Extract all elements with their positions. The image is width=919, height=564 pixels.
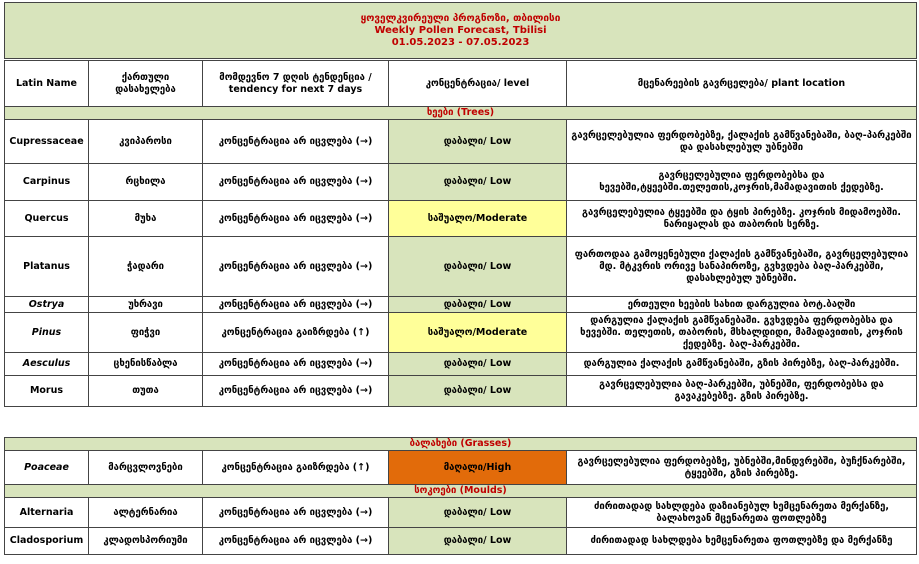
section-moulds: სოკოები (Moulds) bbox=[5, 485, 917, 498]
level-cell: დაბალი/ Low bbox=[389, 353, 567, 376]
title-english: Weekly Pollen Forecast, Tbilisi bbox=[374, 24, 547, 36]
latin-name-cell: Carpinus bbox=[5, 164, 89, 201]
location-cell: ფართოდაა გამოყენებული ქალაქის გამწვანებაში, გავრცელებულია მდ. მტკვრის ორივე სანაპიროზე, გვხვდება ბაღ-პარკებში, დასახლებულ უბნებში. bbox=[567, 237, 917, 297]
georgian-name-cell: ცხენისწაბლა bbox=[89, 353, 203, 376]
tendency-text: კონცენტრაცია არ იცვლება bbox=[218, 212, 353, 224]
georgian-name-cell: უხრავი bbox=[89, 297, 203, 313]
table-row bbox=[5, 237, 917, 297]
tendency-arrow-icon: (↑) bbox=[352, 461, 370, 473]
table-row bbox=[5, 528, 917, 555]
section-grasses: ბალახები (Grasses) bbox=[5, 438, 917, 451]
georgian-name-cell: ჭადარი bbox=[89, 237, 203, 297]
col-level: კონცენტრაცია/ level bbox=[389, 61, 567, 107]
table-row bbox=[5, 164, 917, 201]
latin-name-cell: Poaceae bbox=[5, 451, 89, 485]
tendency-arrow-icon: (→) bbox=[355, 298, 373, 310]
tendency-text: კონცენტრაცია არ იცვლება bbox=[218, 298, 353, 310]
tendency-text: კონცენტრაცია არ იცვლება bbox=[218, 385, 353, 396]
tendency-cell bbox=[203, 313, 389, 353]
trees-table bbox=[4, 60, 917, 407]
level-cell: საშუალო/Moderate bbox=[389, 201, 567, 237]
georgian-name-cell: მარცვლოვნები bbox=[89, 451, 203, 485]
location-cell: ერთეული ხეების სახით დარგულია ბოტ.ბაღში bbox=[567, 297, 917, 313]
tendency-cell bbox=[203, 353, 389, 376]
tendency-arrow-icon: (↑) bbox=[352, 326, 370, 338]
table-row bbox=[5, 120, 917, 164]
tendency-cell bbox=[203, 201, 389, 237]
georgian-name-cell: ალტერნარია bbox=[89, 498, 203, 528]
tendency-text: კონცენტრაცია გაიზრდება bbox=[221, 461, 350, 473]
latin-name-cell: Quercus bbox=[5, 201, 89, 237]
tendency-cell bbox=[203, 498, 389, 528]
level-cell: დაბალი/ Low bbox=[389, 376, 567, 407]
tendency-cell bbox=[203, 164, 389, 201]
tendency-text: კონცენტრაცია არ იცვლება bbox=[218, 260, 353, 272]
grasses-moulds-table bbox=[4, 437, 917, 555]
title-block bbox=[5, 3, 917, 59]
level-cell: დაბალი/ Low bbox=[389, 297, 567, 313]
table-row bbox=[5, 498, 917, 528]
level-cell: დაბალი/ Low bbox=[389, 120, 567, 164]
tendency-arrow-icon: (→) bbox=[355, 176, 373, 187]
location-cell: გავრცელებულია ფერდობებზე, უბნებში,მინდვრებში, ბუჩქნარებში, ტყეებში, გზის პირებზე. bbox=[567, 451, 917, 485]
tendency-text: კონცენტრაცია არ იცვლება bbox=[218, 506, 353, 518]
tendency-arrow-icon: (→) bbox=[355, 135, 373, 147]
location-cell: გავრცელებულია ტყეებში და ტყის პირებზე. კოჯრის მიდამოებში. ნარიყალას და თაბორის სერზე. bbox=[567, 201, 917, 237]
table-row bbox=[5, 376, 917, 407]
georgian-name-cell: კლადოსპორიუმი bbox=[89, 528, 203, 555]
tendency-arrow-icon: (→) bbox=[355, 358, 373, 369]
tendency-arrow-icon: (→) bbox=[355, 506, 373, 518]
latin-name-cell: Morus bbox=[5, 376, 89, 407]
georgian-name-cell: კვიპაროსი bbox=[89, 120, 203, 164]
level-cell: დაბალი/ Low bbox=[389, 237, 567, 297]
col-location: მცენარეების გავრცელება/ plant location bbox=[567, 61, 917, 107]
title-georgian: ყოველკვირეული პროგნოზი, თბილისი bbox=[360, 12, 561, 24]
tendency-cell bbox=[203, 376, 389, 407]
table-row bbox=[5, 353, 917, 376]
tendency-cell bbox=[203, 237, 389, 297]
latin-name-cell: Platanus bbox=[5, 237, 89, 297]
tendency-arrow-icon: (→) bbox=[355, 212, 373, 224]
latin-name-cell: Cladosporium bbox=[5, 528, 89, 555]
tendency-text: კონცენტრაცია არ იცვლება bbox=[218, 358, 353, 369]
table-row bbox=[5, 451, 917, 485]
table-row bbox=[5, 201, 917, 237]
column-header-row bbox=[5, 61, 917, 107]
col-georgian-name: ქართული დასახელება bbox=[89, 61, 203, 107]
tendency-cell bbox=[203, 297, 389, 313]
georgian-name-cell: თუთა bbox=[89, 376, 203, 407]
col-tendency: მომდევნო 7 დღის ტენდენცია / tendency for next 7 days bbox=[203, 61, 389, 107]
tendency-text: კონცენტრაცია არ იცვლება bbox=[218, 535, 353, 546]
latin-name-cell: Aesculus bbox=[5, 353, 89, 376]
tendency-arrow-icon: (→) bbox=[355, 260, 373, 272]
level-cell: დაბალი/ Low bbox=[389, 164, 567, 201]
table-row bbox=[5, 313, 917, 353]
location-cell: ძირითადად სახლდება ხემცენარეთა ფოთლებზე და მერქანზე bbox=[567, 528, 917, 555]
tendency-cell bbox=[203, 120, 389, 164]
tendency-arrow-icon: (→) bbox=[355, 535, 373, 546]
location-cell: გავრცელებულია ფერდობებსა და ხევებში,ტყეებში.თელეთის,კოჯრის,მამადავითის ქედებზე. bbox=[567, 164, 917, 201]
tendency-text: კონცენტრაცია გაიზრდება bbox=[221, 326, 350, 338]
georgian-name-cell: მუხა bbox=[89, 201, 203, 237]
section-trees: ხეები (Trees) bbox=[5, 107, 917, 120]
location-cell: გავრცელებულია ფერდობებზე, ქალაქის გამწვანებაში, ბაღ-პარკებში და დასახლებულ უბნებში bbox=[567, 120, 917, 164]
table-row bbox=[5, 297, 917, 313]
tendency-cell bbox=[203, 528, 389, 555]
latin-name-cell: Pinus bbox=[5, 313, 89, 353]
latin-name-cell: Alternaria bbox=[5, 498, 89, 528]
georgian-name-cell: რცხილა bbox=[89, 164, 203, 201]
tendency-text: კონცენტრაცია არ იცვლება bbox=[218, 176, 353, 187]
level-cell: დაბალი/ Low bbox=[389, 498, 567, 528]
latin-name-cell: Ostrya bbox=[5, 297, 89, 313]
location-cell: გავრცელებულია ბაღ-პარკებში, უბნებში, ფერდობებსა და გავაკებებზე. გზის პირებზე. bbox=[567, 376, 917, 407]
date-range: 01.05.2023 - 07.05.2023 bbox=[391, 36, 530, 48]
location-cell: ძირითადად სახლდება დაზიანებულ ხემცენარეთა მერქანზე, ბალახოვან მცენარეთა ფოთლებზე bbox=[567, 498, 917, 528]
tendency-arrow-icon: (→) bbox=[355, 385, 373, 396]
level-cell: საშუალო/Moderate bbox=[389, 313, 567, 353]
location-cell: დარგულია ქალაქის გამწვანებაში. გვხვდება ფერდობებსა და ხევებში. თელეთის, თაბორის, მსხალდიდი, მამადავითის, კოჯრის ქედებზე. ბაღ-პარკებში. bbox=[567, 313, 917, 353]
level-cell: დაბალი/ Low bbox=[389, 528, 567, 555]
level-cell: მაღალი/High bbox=[389, 451, 567, 485]
latin-name-cell: Cupressaceae bbox=[5, 120, 89, 164]
tendency-cell bbox=[203, 451, 389, 485]
location-cell: დარგულია ქალაქის გამწვანებაში, გზის პირებზე, ბაღ-პარკებში. bbox=[567, 353, 917, 376]
tendency-text: კონცენტრაცია არ იცვლება bbox=[218, 135, 353, 147]
georgian-name-cell: ფიჭვი bbox=[89, 313, 203, 353]
forecast-table bbox=[4, 2, 917, 59]
col-latin-name: Latin Name bbox=[5, 61, 89, 107]
